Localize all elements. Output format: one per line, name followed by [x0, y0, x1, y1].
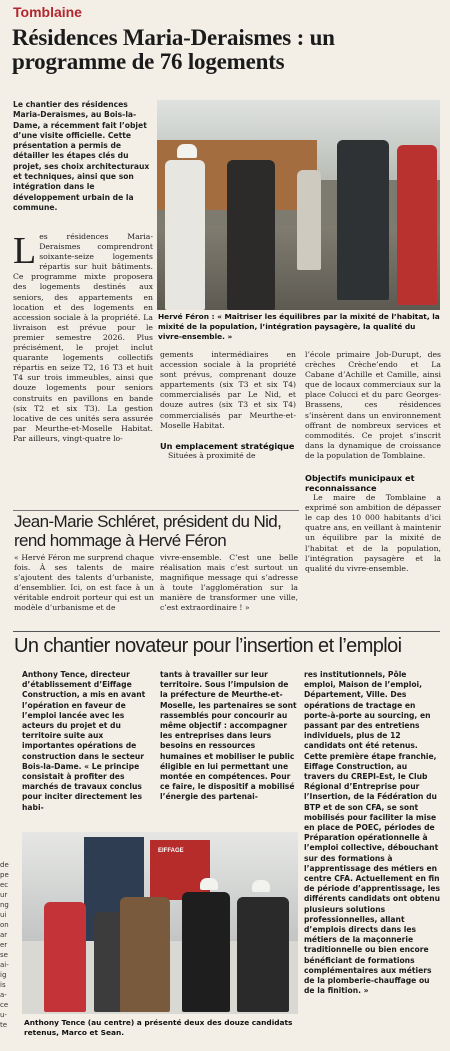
- fragment: se: [0, 951, 8, 959]
- article1-col3-text: l’école primaire Job-Durupt, des crèches Crèche’endo et La Cabane d’Achille et Camille, ainsi que de locaux commerciaux sur la place Colucci et du parc Georges-Brassens, ces résidences s’insèrent dans un environnement offrant de nombreux services et commodités. Ce projet s’inscrit dans la dynamique de croissance de la population de Tomblaine.: [305, 350, 441, 460]
- fragment: on: [0, 921, 9, 929]
- fragment: ur: [0, 891, 8, 899]
- article1-col2b-text: Situées à proximité de: [168, 450, 256, 460]
- fragment: ce: [0, 1001, 9, 1009]
- fragment: de: [0, 861, 9, 869]
- fragment: ec: [0, 881, 9, 889]
- article1-col2-text: gements intermédiaires en accession sociale à la propriété sont prévus, comprenant douze appartements (six T3 et six T4) commercialisés par Le Nid, et douze autres (six T3 et six T4) commercialisés par Meurthe-et-Moselle Habitat.: [160, 350, 296, 430]
- intro-paragraph: Le chantier des résidences Maria-Deraismes, au Bois-la-Dame, a récemment fait l’objet d’une visite officielle. Cette présentation a permis de détailler les étapes clés du projet, ses choix architecturaux et techniques, ainsi que son intégration dans le développement urbain de la commune.: [13, 100, 150, 212]
- fragment: is: [0, 981, 6, 989]
- photo1-caption: Hervé Féron : « Maîtriser les équilibres par la mixité de l’habitat, la mixité de la population, l’intégration paysagère, la qualité du vivre-ensemble. »: [158, 312, 440, 341]
- fragment: a-: [0, 991, 7, 999]
- photo-site-visit: [157, 100, 440, 310]
- fragment: ng: [0, 901, 9, 909]
- box-title: Jean-Marie Schléret, président du Nid, rend hommage à Hervé Féron: [14, 512, 282, 550]
- article2-column3: res institutionnels, Pôle emploi, Maison de l’emploi, Département, Ville. Des opérations de tractage en porte-à-porte au sourcing, en passant par des entretiens individuels, plus de 12 candidats ont été retenus. Cette première étape franchie, Eiffage Construction, au travers du CREPI-Est, le Club Régional d’Entreprise pour l’Insertion, de la Fédération du BTP et de son CFA, se sont mobilisés pour faciliter la mise en place de POEC, périodes de Préparation opérationnelle à l’emploi collective, débouchant sur des formations à l’apprentissage des métiers en centre CFA. Actuellement en fin de période d’apprentissage, les différents candidats ont obtenu plusieurs solutions professionnelles, allant d’emplois directs dans les métiers de la maçonnerie traditionnelle ou bien encore bénéficiant de formations complémentaires aux métiers de la plomberie-chauffage ou de la finition. »: [304, 670, 440, 996]
- fragment: te: [0, 1021, 8, 1029]
- box-top-rule: [13, 510, 299, 511]
- article1-column1: [13, 232, 153, 507]
- subhead-emplacement: Un emplacement stratégique: [160, 440, 295, 451]
- fragment: pe: [0, 871, 9, 879]
- fragment: ai-: [0, 961, 9, 969]
- article2-title: Un chantier novateur pour l’insertion et l’emploi: [14, 635, 402, 657]
- fragment: er: [0, 941, 8, 949]
- fragment: ig: [0, 971, 7, 979]
- fragment: u-: [0, 1011, 7, 1019]
- subhead-objectifs: Objectifs municipaux et reconnaissance: [305, 473, 415, 494]
- fragment: ar: [0, 931, 8, 939]
- article1-column3: [305, 350, 441, 635]
- section-label: Tomblaine: [13, 4, 82, 20]
- article1-col1-text: es résidences Maria-Deraismes comprendront soixante-seize logements répartis sur huit bâtiments. Ce programme mixte proposera des logements destinés aux seniors, des appartements en location et des logements en accession sociale à la propriété. La livraison est prévue pour le premier semestre 2026. Plus précisément, le projet inclut quarante logements collectifs répartis en seize T2, 16 T3 et huit T4 sur trois immeubles, ainsi que douze logements pour seniors construits en pavillons en bande (six T2 et six T3). La gestion locative de ces unités sera assurée par Meurthe-et-Moselle Habitat. Par ailleurs, vingt-quatre lo-: [13, 232, 153, 443]
- photo2-caption: Anthony Tence (au centre) a présenté deux des douze candidats retenus, Marco et Sean.: [24, 1018, 293, 1037]
- article1-col3b-text: Le maire de Tomblaine a exprimé son ambition de dépasser le cap des 10 000 habitants d’ici quatre ans, en veillant à maintenir un équilibre par la mixité de l’habitat et de la population, l’intégration paysagère et la qualité du vivre-ensemble.: [305, 493, 441, 573]
- box-column2: vivre-ensemble. C’est une belle réalisation mais c’est surtout un magnifique message qui s’adresse à toute l’agglomération sur la manière de transformer une ville, c’est extraordinaire ! »: [160, 553, 298, 613]
- dropcap: L: [13, 232, 37, 272]
- photo-candidates: [22, 832, 298, 1014]
- eiffage-sign: EIFFAGE: [158, 848, 184, 854]
- headline: Résidences Maria-Deraismes : un programme de 76 logements: [12, 25, 335, 74]
- margin-fragments: [0, 860, 12, 1040]
- article1-column2: [160, 350, 296, 510]
- fragment: ui: [0, 911, 7, 919]
- article2-top-rule: [13, 631, 440, 632]
- article2-column1: Anthony Tence, directeur d’établissement d’Eiffage Construction, a mis en avant l’opération en faveur de l’emploi lancée avec les acteurs du projet et du territoire suite aux importantes opérations de construction dans le secteur Bois-la-Dame. « Le principe consistait à profiter des marchés de travaux conclus pour inciter directement les habi-: [22, 670, 146, 812]
- article2-column2: tants à travailler sur leur territoire. Sous l’impulsion de la préfecture de Meurthe-et-Moselle, les partenaires se sont rassemblés pour concourir au même objectif : accompagner les entreprises dans leurs besoins en ressources humaines et mobiliser le public éligible en lui permettant une montée en compétences. Pour ce faire, le dispositif a mobilisé l’énergie des partenai-: [160, 670, 297, 802]
- box-column1: « Hervé Féron me surprend chaque fois. À ses talents de maire s’ajoutent des talents d’urbaniste, d’ensemblier. Ici, on est face à un véritable endroit porteur qui est un modèle d’urbanisme et de: [14, 553, 154, 613]
